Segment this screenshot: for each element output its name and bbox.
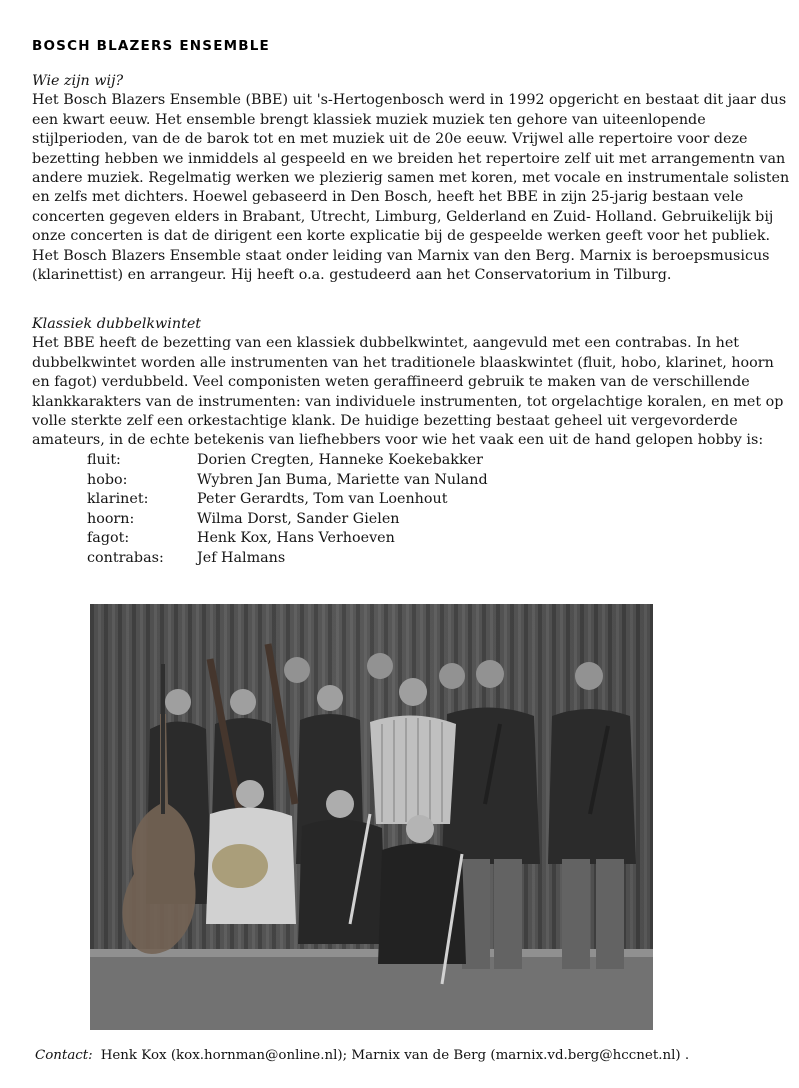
instrument-name: hoorn: [87,510,135,527]
paragraph-line: concerten gegeven elders in Brabant, Utrecht, Limburg, Gelderland en Zuid- Holland. Gebruikelijk bij [32,208,774,225]
instrument-row [87,490,488,510]
paragraph-line: Het Bosch Blazers Ensemble staat onder leiding van Marnix van den Berg. Marnix is beroepsmusicus [32,247,770,264]
paragraph-line: klankkarakters van de instrumenten: van individuele instrumenten, tot orgelachtige koralen, en met op [32,393,784,410]
section-heading: Klassiek dubbelkwintet [32,316,202,332]
instrument-row [87,549,488,569]
paragraph-line: stijlperioden, van de de barok tot en met muziek uit de 20e eeuw. Vrijwel alle repertoire voor deze [32,131,748,148]
paragraph-line: Het BBE heeft de bezetting van een klassiek dubbelkwintet, aangevuld met een contrabas. In het [32,335,740,352]
paragraph-line: bezetting hebben we inmiddels al gespeeld en we breiden het repertoire zelf uit met arrangementn van [32,150,786,167]
instrument-row [87,529,488,549]
page-title: BOSCH BLAZERS ENSEMBLE [32,38,270,54]
instrument-row [87,510,488,530]
contact-text: Henk Kox (kox.hornman@online.nl); Marnix van de Berg (marnix.vd.berg@hccnet.nl) . [100,1048,690,1063]
instrument-players: Peter Gerardts, Tom van Loenhout [197,491,448,508]
paragraph-line: andere muziek. Regelmatig werken we plezierig samen met koren, met vocale en instrumentale solisten [32,170,790,187]
paragraph-line: (klarinettist) en arrangeur. Hij heeft o.a. gestudeerd aan het Conservatorium in Tilburg. [32,267,672,284]
instrument-players: Henk Kox, Hans Verhoeven [197,530,395,547]
paragraph-line: onze concerten is dat de dirigent een korte explicatie bij de gespeelde werken geeft voor het publiek. [32,228,771,245]
section-double-quintet [32,315,784,451]
section-heading: Wie zijn wij? [32,73,124,89]
paragraph-line: en zelfs met dichters. Hoewel gebaseerd in Den Bosch, heeft het BBE in zijn 25-jarig bestaan vele [32,189,744,206]
instrument-row [87,471,488,491]
instrument-name: klarinet: [87,491,149,508]
paragraph-line: een kwart eeuw. Het ensemble brengt klassiek muziek muziek ten gehore van uiteenlopende [32,111,706,128]
ensemble-photo [90,604,653,1030]
instrument-name: hobo: [87,471,128,488]
instrument-players: Wybren Jan Buma, Mariette van Nuland [197,471,488,488]
instrument-row [87,451,488,471]
instrument-name: contrabas: [87,549,164,566]
instrument-players: Dorien Cregten, Hanneke Koekebakker [197,452,483,468]
paragraph-line: Het Bosch Blazers Ensemble (BBE) uit 's-Hertogenbosch werd in 1992 opgericht en bestaat dit jaar dus [32,92,787,109]
paragraph-line: volle sterkte zelf een orkestachtige klank. De huidige bezetting bestaat geheel uit vergevorderde [32,413,738,430]
instrument-name: fagot: [87,530,130,547]
contact-line [35,1048,689,1063]
instrument-name: fluit: [87,452,121,468]
instrument-list [87,451,488,569]
paragraph-line: amateurs, in de echte betekenis van liefhebbers voor wie het vaak een uit de hand gelopen hobby is: [32,432,764,449]
instrument-players: Wilma Dorst, Sander Gielen [197,510,400,527]
paragraph-line: dubbelkwintet worden alle instrumenten van het traditionele blaaskwintet (fluit, hobo, klarinet, hoorn [32,354,774,371]
instrument-players: Jef Halmans [197,549,286,566]
contact-label: Contact: [35,1048,93,1063]
ensemble-photo-illustration [90,604,653,1030]
section-who-are-we [32,72,790,285]
paragraph-line: en fagot) verdubbeld. Veel componisten weten geraffineerd gebruik te maken van de verschillende [32,374,750,391]
